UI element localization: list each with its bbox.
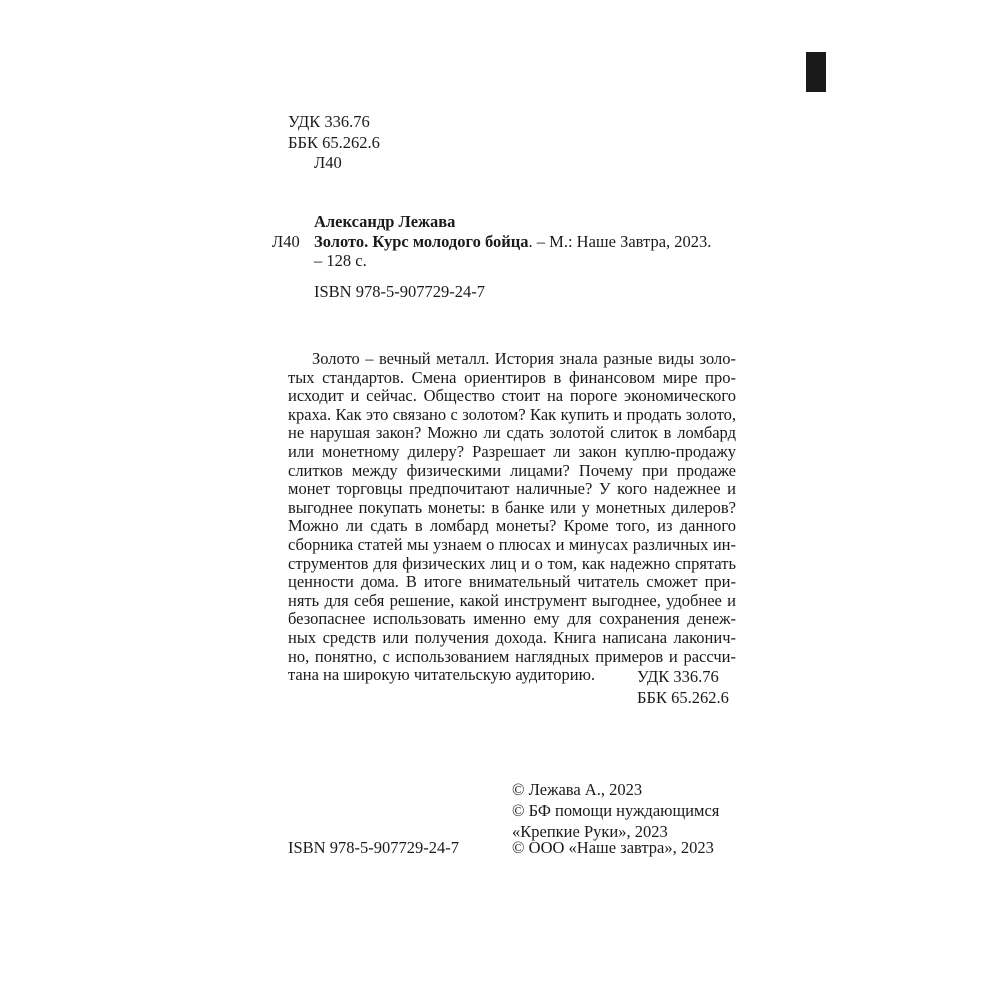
annotation-line: ценности дома. В итоге внимательный читатель сможет при- xyxy=(288,572,736,592)
annotation-line: но, понятно, с использованием наглядных примеров и рассчи- xyxy=(288,646,736,666)
annotation-line: слитков между физическими лицами? Почему при продаже xyxy=(288,460,736,480)
annotation-line: или монетному дилеру? Разрешает ли закон куплю-продажу xyxy=(288,441,736,461)
annotation-line: безопаснее использовать именно ему для сохранения денеж- xyxy=(288,609,736,629)
page-corner-marker xyxy=(806,52,826,92)
annotation-line: не нарушая закон? Можно ли сдать золотой слиток в ломбард xyxy=(288,423,736,443)
book-title: Золото. Курс молодого бойца xyxy=(314,232,529,251)
copyright-line: © Лежава А., 2023 xyxy=(512,780,643,799)
copyright-line: «Крепкие Руки», 2023 xyxy=(512,822,668,841)
author-mark: Л40 xyxy=(314,153,342,172)
annotation-line: тых стандартов. Смена ориентиров в финансовом мире про- xyxy=(288,367,736,387)
annotation-line: тана на широкую читательскую аудиторию. xyxy=(288,665,596,685)
annotation-line: исходит и сейчас. Общество стоит на пороге экономического xyxy=(288,386,736,406)
annotation-line: сборника статей мы узнаем о плюсах и минусах различных ин- xyxy=(288,534,736,554)
annotation-line: краха. Как это связано с золотом? Как купить и продать золото, xyxy=(288,404,736,424)
annotation-line: Можно ли сдать в ломбард монеты? Кроме того, из данного xyxy=(288,516,736,536)
annotation-line: Золото – вечный металл. История знала разные виды золо- xyxy=(312,349,736,368)
call-mark: Л40 xyxy=(272,232,300,251)
annotation-paragraph xyxy=(288,350,736,685)
author-name: Александр Лежава xyxy=(314,212,456,231)
isbn-record: ISBN 978-5-907729-24-7 xyxy=(314,282,485,301)
annotation-line: нять для себя решение, какой инструмент выгоднее, удобнее и xyxy=(288,590,736,610)
publication-info: . – М.: Наше Завтра, 2023. xyxy=(528,232,712,251)
udk-code-footer: УДК 336.76 xyxy=(637,667,719,686)
title-line xyxy=(314,232,711,252)
annotation-line: струментов для физических лиц и о том, как надежно спрятать xyxy=(288,553,736,573)
page-count: – 128 с. xyxy=(314,251,367,270)
bbk-code-footer: ББК 65.262.6 xyxy=(637,688,729,707)
copyright-line: © ООО «Наше завтра», 2023 xyxy=(512,838,714,857)
isbn-footer: ISBN 978-5-907729-24-7 xyxy=(288,838,459,857)
udk-code: УДК 336.76 xyxy=(288,112,370,131)
copyright-line: © БФ помощи нуждающимся xyxy=(512,801,720,820)
annotation-line: ных средств или получения дохода. Книга написана лаконич- xyxy=(288,627,736,647)
bbk-code: ББК 65.262.6 xyxy=(288,133,380,152)
annotation-line: монет торговцы предпочитают наличные? У кого надежнее и xyxy=(288,479,736,499)
annotation-line: выгоднее покупать монеты: в банке или у монетных дилеров? xyxy=(288,497,736,517)
